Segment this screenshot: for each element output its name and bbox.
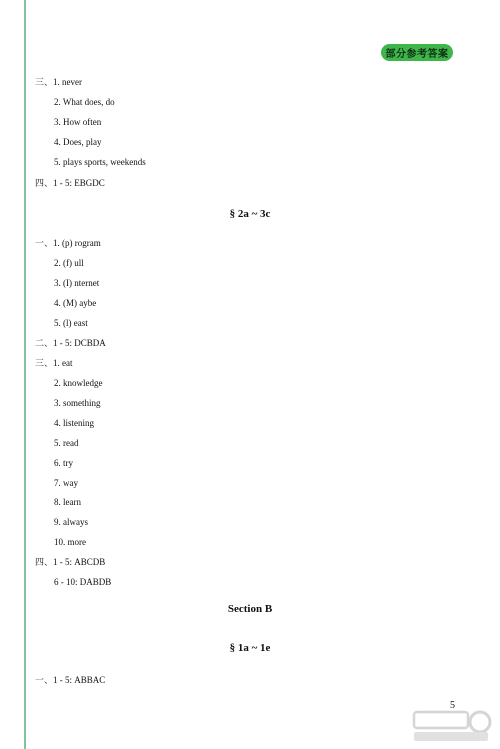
- answer-line: 四、1 - 5: EBGDC: [35, 178, 105, 188]
- answer-line: 三、1. eat: [35, 358, 73, 368]
- answer-line: 6. try: [54, 458, 73, 468]
- answer-line: 5. (l) east: [54, 318, 88, 328]
- answer-line: 7. way: [54, 478, 78, 488]
- answer-line: 2. (f) ull: [54, 258, 84, 268]
- margin-rule: [24, 0, 26, 749]
- answer-line: 5. plays sports, weekends: [54, 157, 146, 167]
- answer-line: 2. knowledge: [54, 378, 103, 388]
- answer-line: 4. (M) aybe: [54, 298, 97, 308]
- section-heading: § 2a ~ 3c: [229, 208, 271, 220]
- answer-line: 3. (I) nternet: [54, 278, 100, 288]
- answer-line: 一、1 - 5: ABBAC: [35, 675, 106, 685]
- answer-line: 3. something: [54, 398, 101, 408]
- answer-key-badge: 部分参考答案: [381, 44, 453, 61]
- section-heading: § 1a ~ 1e: [229, 642, 271, 654]
- answer-line: 6 - 10: DABDB: [54, 577, 112, 587]
- answer-line: 四、1 - 5: ABCDB: [35, 557, 106, 567]
- section-heading: Section B: [227, 603, 273, 615]
- answer-line: 8. learn: [54, 497, 81, 507]
- page-number: 5: [450, 700, 455, 711]
- watermark-logo-icon: [410, 706, 492, 744]
- answer-line: 4. Does, play: [54, 137, 102, 147]
- answer-line: 2. What does, do: [54, 97, 115, 107]
- answer-line: 10. more: [54, 537, 86, 547]
- answer-line: 一、1. (p) rogram: [35, 238, 101, 248]
- answer-line: 9. always: [54, 517, 88, 527]
- answer-line: 三、1. never: [35, 77, 82, 87]
- answer-line: 3. How often: [54, 117, 102, 127]
- answer-line: 二、1 - 5: DCBDA: [35, 338, 106, 348]
- answer-line: 4. listening: [54, 418, 94, 428]
- answer-line: 5. read: [54, 438, 79, 448]
